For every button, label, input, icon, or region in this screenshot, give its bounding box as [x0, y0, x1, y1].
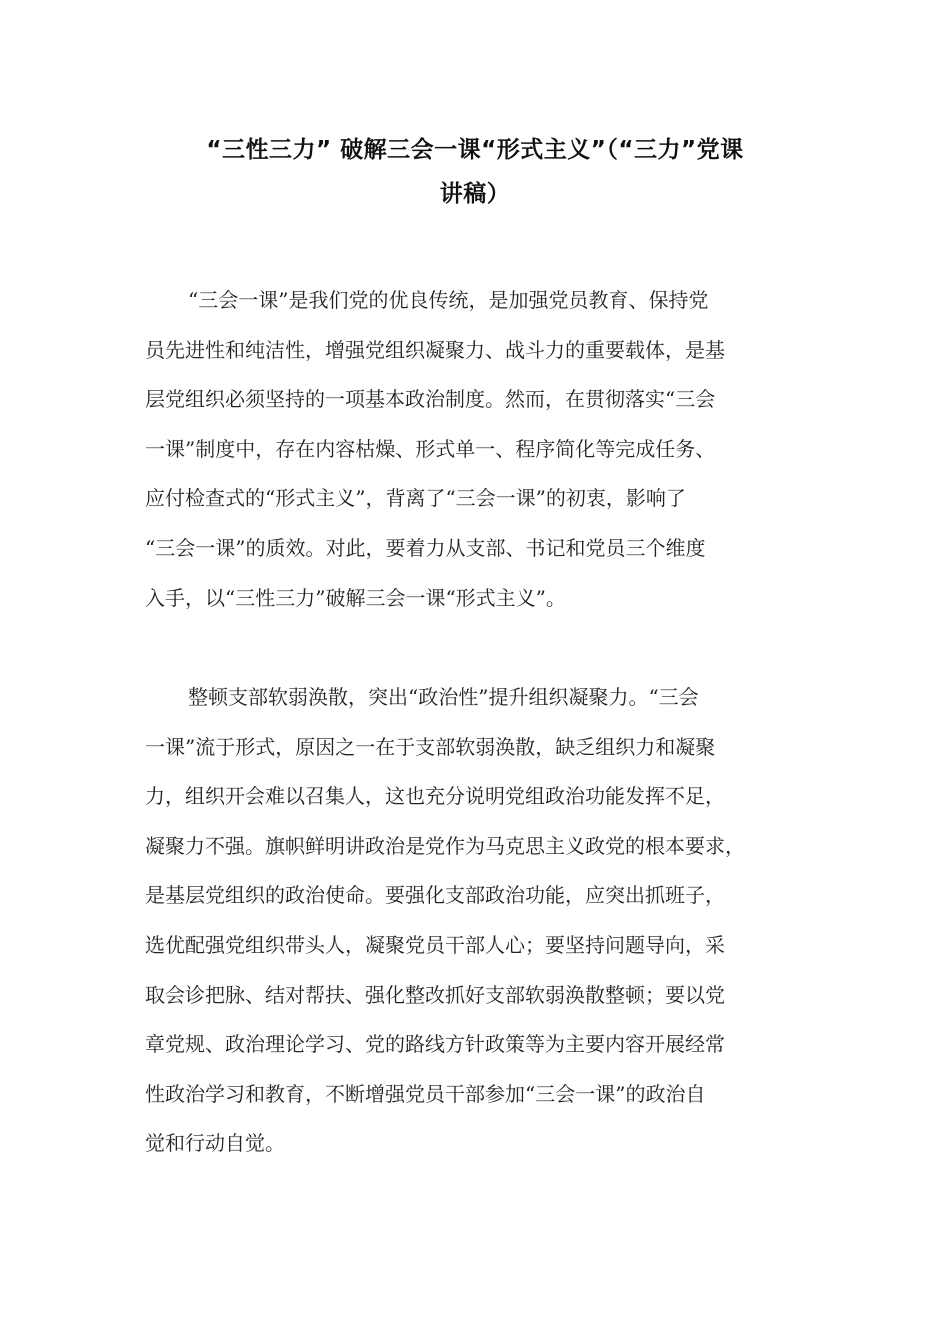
paragraph-line: “三会一课”是我们党的优良传统，是加强党员教育、保持党	[188, 288, 709, 312]
paragraph-line: 凝聚力不强。旗帜鲜明讲政治是党作为马克思主义政党的根本要求，	[145, 833, 745, 858]
paragraph-line: 选优配强党组织带头人，凝聚党员干部人心；要坚持问题导向，采	[145, 932, 725, 957]
paragraph-line: 是基层党组织的政治使命。要强化支部政治功能，应突出抓班子，	[145, 883, 725, 908]
paragraph-line: 层党组织必须坚持的一项基本政治制度。然而，在贯彻落实“三会	[145, 387, 716, 412]
document-title	[0, 128, 950, 216]
paragraph-line: 员先进性和纯洁性，增强党组织凝聚力、战斗力的重要载体，是基	[145, 337, 725, 362]
paragraph-line: 一课”制度中，存在内容枯燥、形式单一、程序简化等完成任务、	[145, 436, 716, 461]
paragraph-line: 应付检查式的“形式主义”，背离了“三会一课”的初衷，影响了	[145, 486, 686, 511]
paragraph-line: “三会一课”的质效。对此，要着力从支部、书记和党员三个维度	[145, 535, 706, 560]
paragraph-line: 力，组织开会难以召集人，这也充分说明党组政治功能发挥不足，	[145, 784, 725, 809]
paragraph-1	[145, 276, 817, 623]
paragraph-line: 取会诊把脉、结对帮扶、强化整改抓好支部软弱涣散整顿；要以党	[145, 982, 725, 1007]
paragraph-line: 章党规、政治理论学习、党的路线方针政策等为主要内容开展经常	[145, 1032, 725, 1057]
paragraph-line: 入手，以“三性三力”破解三会一课“形式主义”。	[145, 585, 566, 610]
title-line-1: “三性三力” 破解三会一课“形式主义”（“三力”党课	[206, 137, 744, 163]
paragraph-line: 整顿支部软弱涣散，突出“政治性”提升组织凝聚力。“三会	[188, 685, 699, 709]
paragraph-line: 性政治学习和教育，不断增强党员干部参加“三会一课”的政治自	[145, 1081, 706, 1106]
paragraph-line: 一课”流于形式，原因之一在于支部软弱涣散，缺乏组织力和凝聚	[145, 734, 716, 759]
title-line-2: 讲稿）	[439, 181, 511, 207]
paragraph-2	[145, 673, 817, 1169]
paragraph-line: 觉和行动自觉。	[145, 1131, 285, 1156]
